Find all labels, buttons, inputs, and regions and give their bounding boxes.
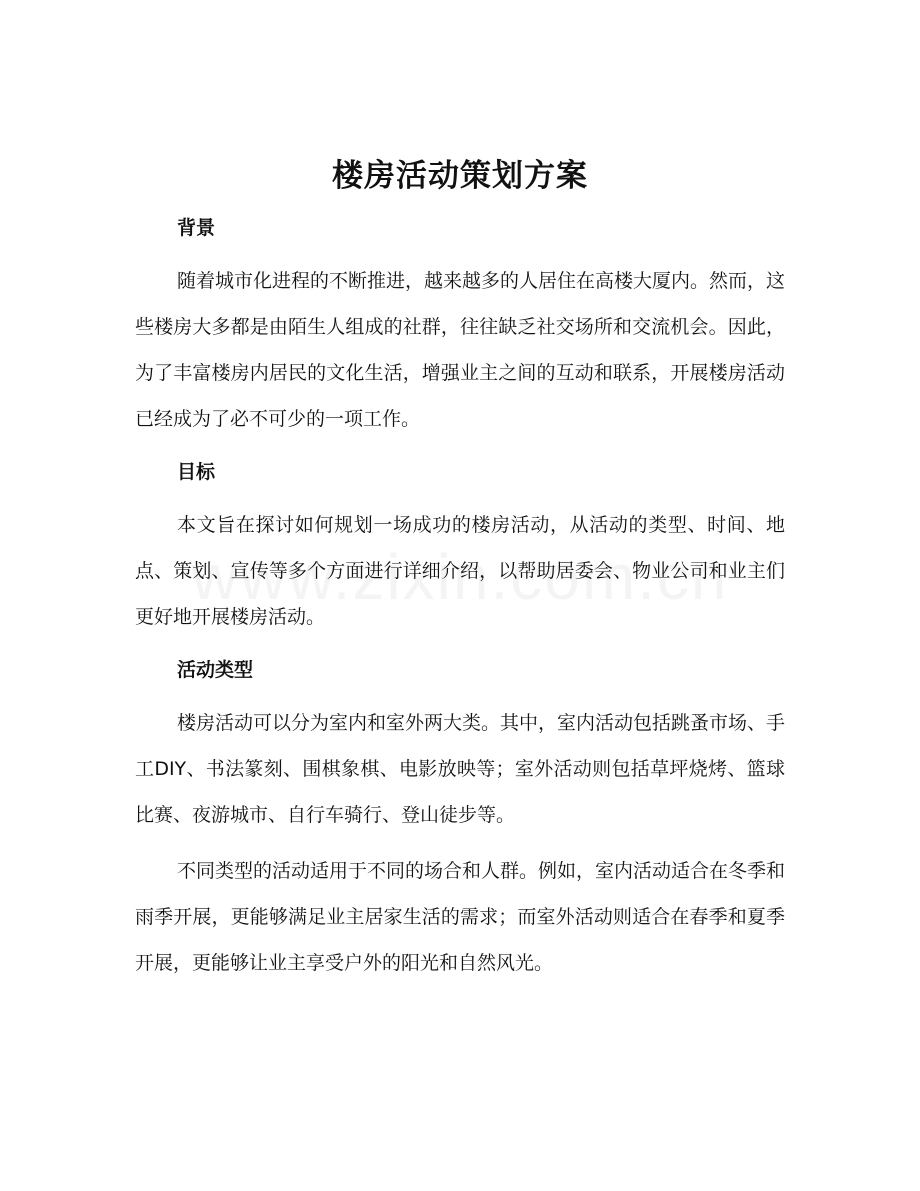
paragraph: 楼房活动可以分为室内和室外两大类。其中，室内活动包括跳蚤市场、手工DIY、书法篆刻、围棋象棋、电影放映等；室外活动则包括草坪烧烤、篮球比赛、夜游城市、自行车骑行、登山徒步等。 xyxy=(135,712,786,826)
section-heading: 目标 xyxy=(177,461,216,483)
document-title: 楼房活动策划方案 xyxy=(332,158,588,194)
paragraph: 随着城市化进程的不断推进，越来越多的人居住在高楼大厦内。然而，这些楼房大多都是由陌生人组成的社群，往往缺乏社交场所和交流机会。因此，为了丰富楼房内居民的文化生活，增强业主之间的互动和联系，开展楼房活动已经成为了必不可少的一项工作。 xyxy=(135,270,786,430)
section-heading: 活动类型 xyxy=(177,659,254,681)
section-heading: 背景 xyxy=(177,217,216,239)
document-body xyxy=(135,208,785,986)
section-background xyxy=(135,208,785,452)
section-goal xyxy=(135,452,785,650)
paragraph: 本文旨在探讨如何规划一场成功的楼房活动，从活动的类型、时间、地点、策划、宣传等多个方面进行详细介绍，以帮助居委会、物业公司和业主们更好地开展楼房活动。 xyxy=(135,514,785,628)
section-activity-types xyxy=(135,650,785,986)
paragraph: 不同类型的活动适用于不同的场合和人群。例如，室内活动适合在冬季和雨季开展，更能够满足业主居家生活的需求；而室外活动则适合在春季和夏季开展，更能够让业主享受户外的阳光和自然风光。 xyxy=(135,860,786,974)
